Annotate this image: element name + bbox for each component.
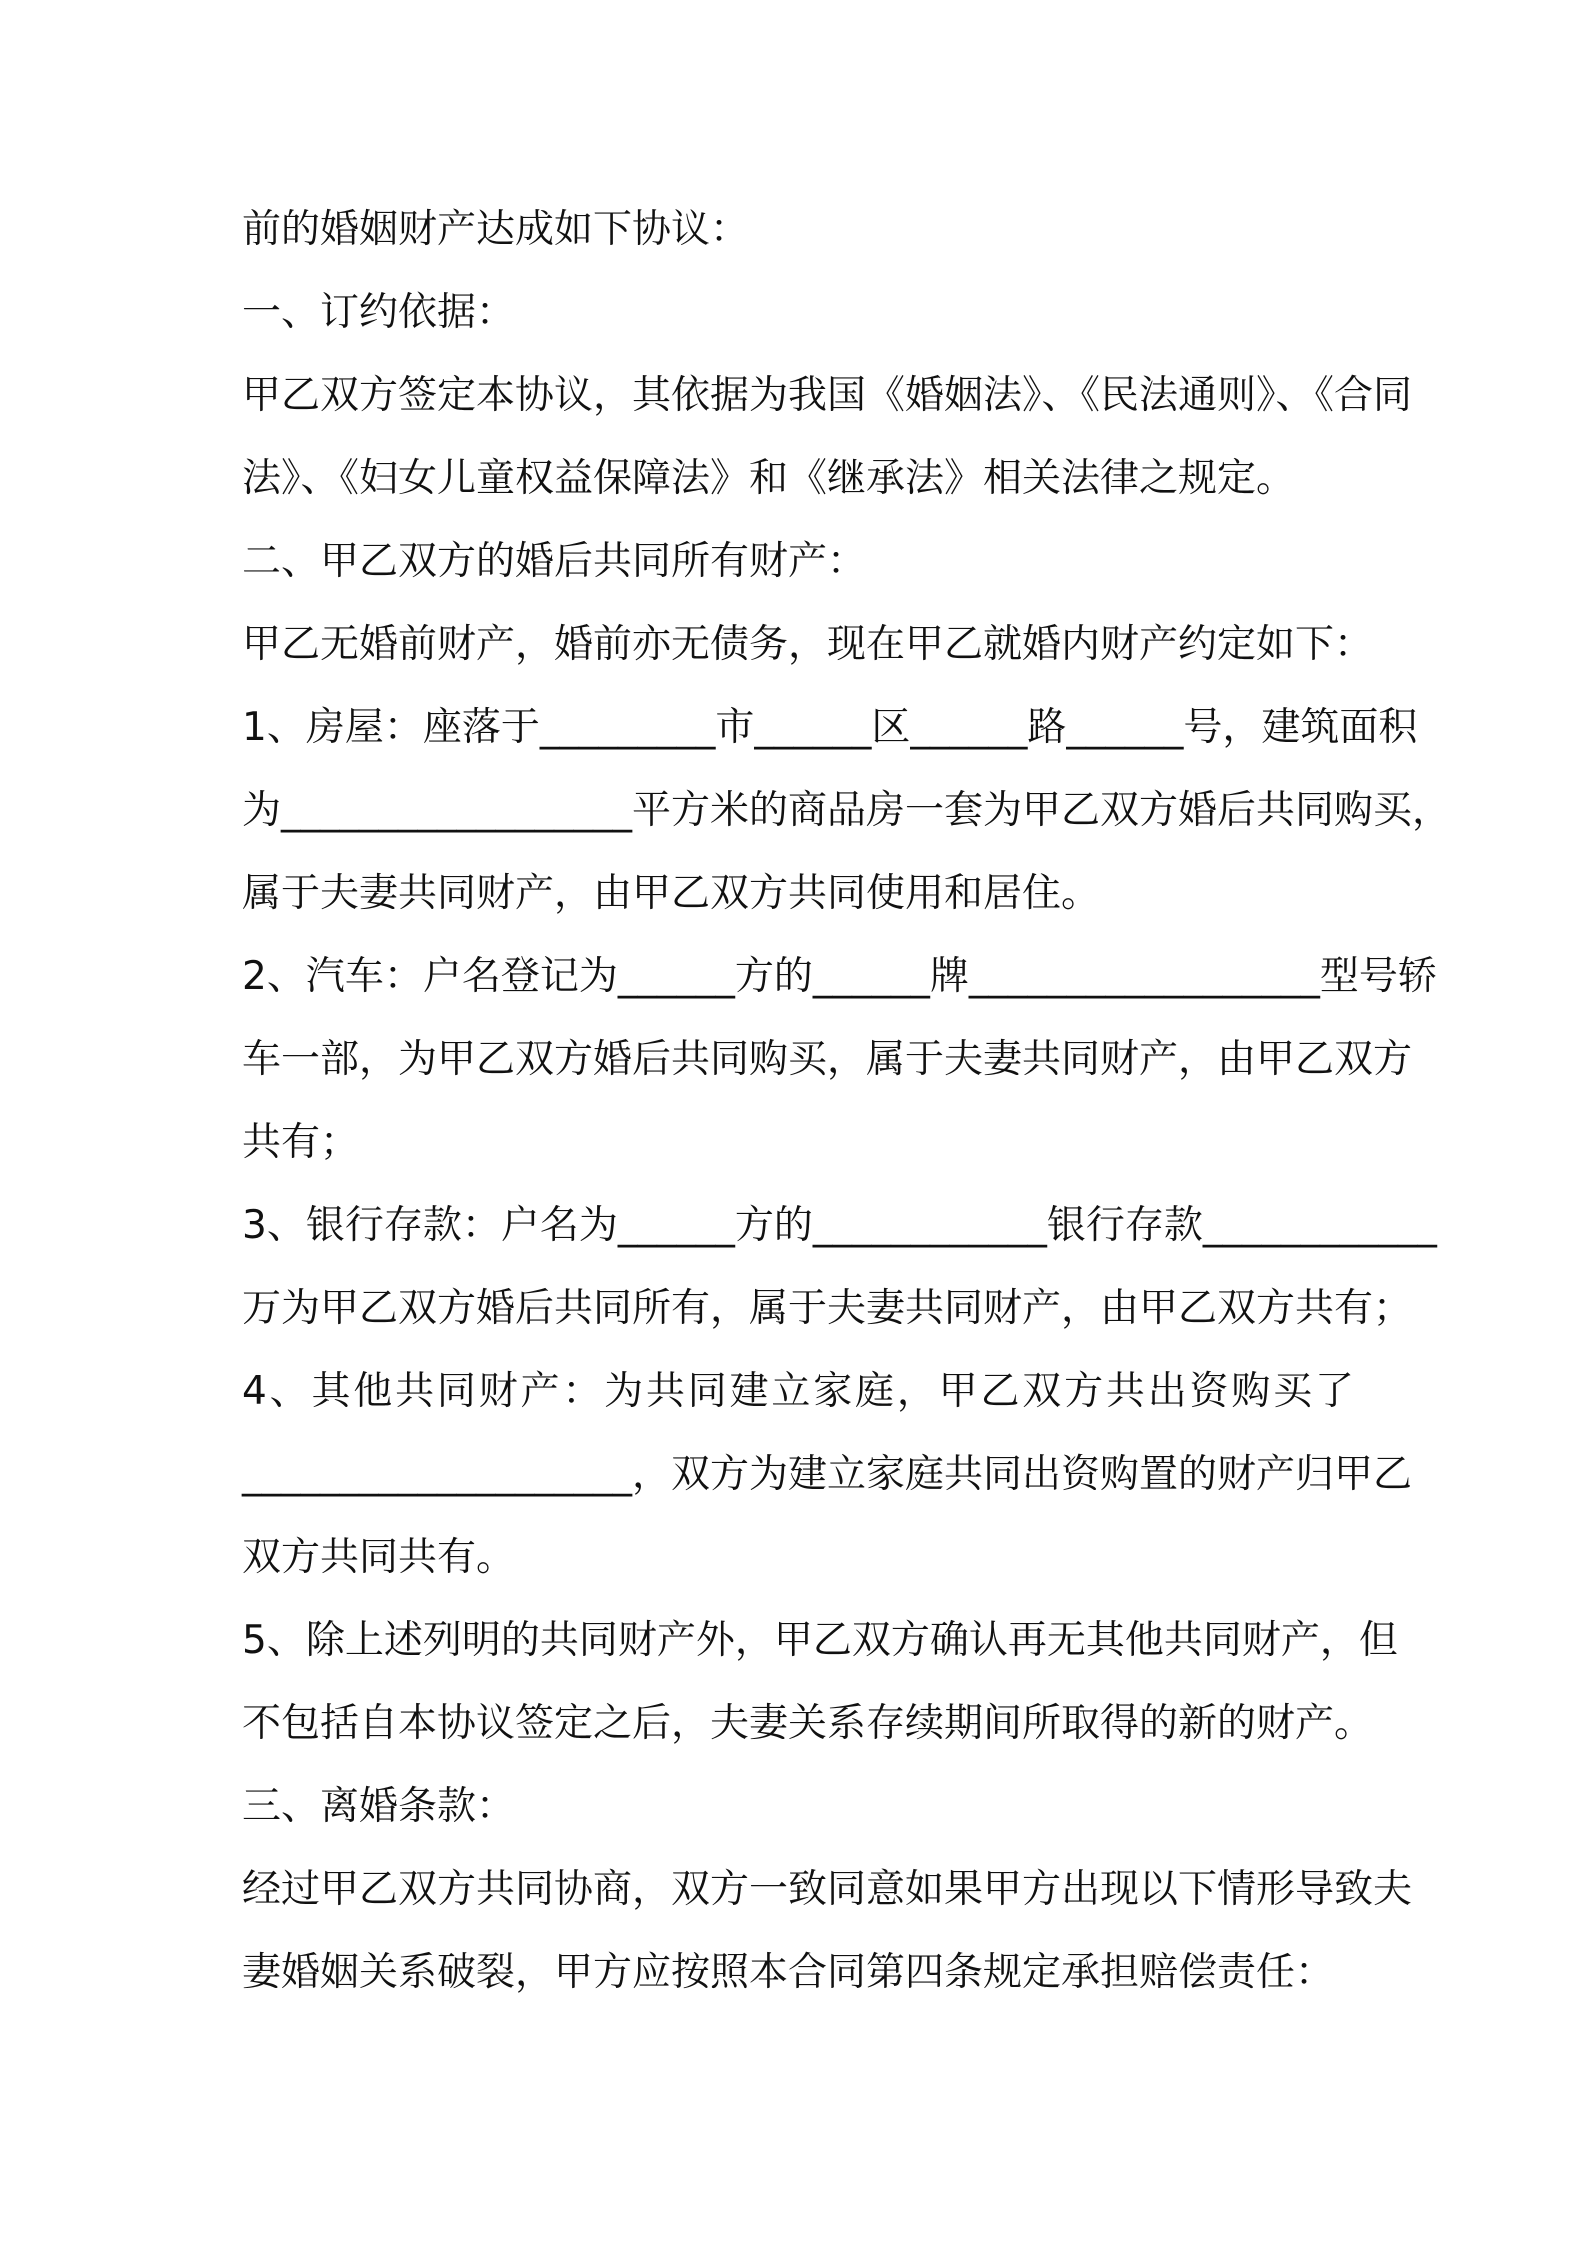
text-line: ____________________，双方为建立家庭共同出资购置的财产归甲乙	[242, 1452, 1413, 1497]
text-line: 2、汽车：户名登记为______方的______牌__________________型号轿	[242, 954, 1437, 999]
text-line: 甲乙双方签定本协议，其依据为我国《婚姻法》、《民法通则》、《合同	[242, 373, 1413, 418]
text-line: 法》、《妇女儿童权益保障法》和《继承法》相关法律之规定。	[242, 456, 1296, 501]
text-line: 双方共同共有。	[242, 1535, 516, 1580]
text-line: 经过甲乙双方共同协商，双方一致同意如果甲方出现以下情形导致夫	[242, 1867, 1413, 1912]
section-heading: 三、离婚条款：	[242, 1784, 516, 1829]
text-line: 4、其他共同财产：为共同建立家庭，甲乙双方共出资购买了	[242, 1369, 1354, 1414]
text-line: 属于夫妻共同财产，由甲乙双方共同使用和居住。	[242, 871, 1101, 916]
text-line: 甲乙无婚前财产，婚前亦无债务，现在甲乙就婚内财产约定如下：	[242, 622, 1374, 667]
text-line: 万为甲乙双方婚后共同所有，属于夫妻共同财产，由甲乙双方共有；	[242, 1286, 1413, 1331]
text-line: 5、除上述列明的共同财产外，甲乙双方确认再无其他共同财产，但	[242, 1618, 1398, 1663]
document-body	[242, 188, 1452, 2014]
text-line: 共有；	[242, 1120, 360, 1165]
text-line: 车一部，为甲乙双方婚后共同购买，属于夫妻共同财产，由甲乙双方	[242, 1037, 1413, 1082]
section-heading: 二、甲乙双方的婚后共同所有财产：	[242, 539, 867, 584]
text-line: 不包括自本协议签定之后，夫妻关系存续期间所取得的新的财产。	[242, 1701, 1374, 1746]
section-heading: 一、订约依据：	[242, 290, 516, 335]
text-line: 3、银行存款：户名为______方的____________银行存款____________	[242, 1203, 1437, 1248]
text-line: 前的婚姻财产达成如下协议：	[242, 207, 750, 252]
text-line: 妻婚姻关系破裂，甲方应按照本合同第四条规定承担赔偿责任：	[242, 1950, 1335, 1995]
text-line: 为__________________平方米的商品房一套为甲乙双方婚后共同购买，	[242, 788, 1452, 833]
text-line: 1、房屋：座落于_________市______区______路______号，建筑面积	[242, 705, 1418, 750]
